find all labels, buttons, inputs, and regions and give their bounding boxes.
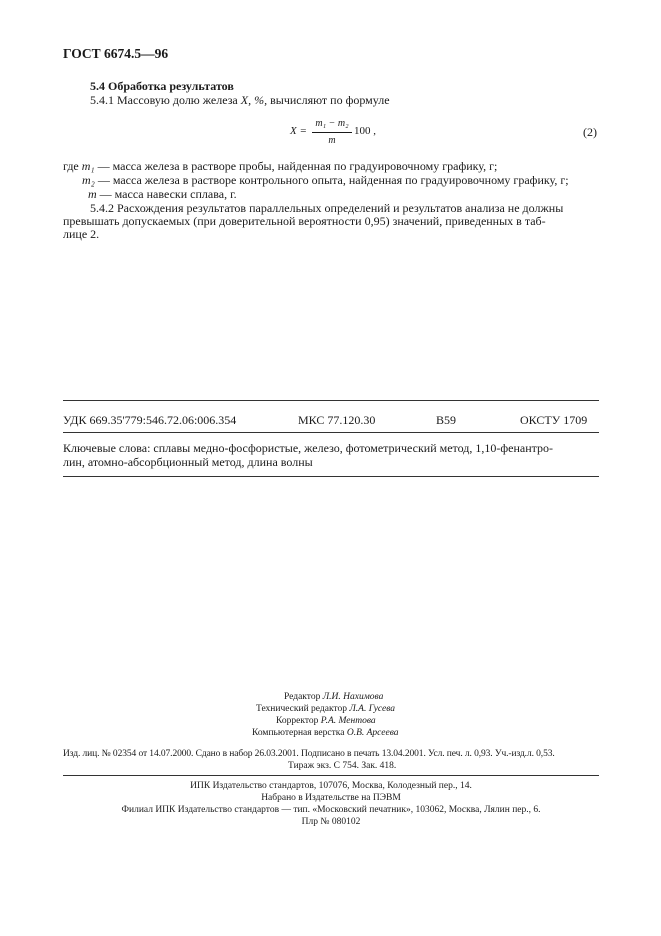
definition-m [88, 187, 237, 202]
definition-m1 [63, 159, 497, 174]
mks-code: МКС 77.120.30 [298, 413, 376, 427]
divider-top [63, 400, 599, 401]
formula-lhs: X = [290, 125, 307, 137]
divider-bottom [63, 476, 599, 477]
formula-number: (2) [583, 125, 597, 139]
def-symbol: m₁ [81, 159, 95, 173]
formula-denominator: m [328, 135, 336, 146]
keywords-line1: Ключевые слова: сплавы медно-фосфористые, железо, фотометрический метод, 1,10-фенантро- [63, 441, 554, 455]
corrector-name: Р.А. Ментова [320, 716, 376, 726]
corrector-label: Корректор [276, 716, 321, 726]
divider-middle [63, 432, 599, 433]
document-header: ГОСТ 6674.5—96 [63, 46, 169, 61]
def-symbol: m [88, 187, 97, 201]
layout-line [252, 728, 399, 738]
def-symbol: m₂ [82, 173, 95, 187]
editor-name: Л.И. Нахимова [322, 692, 384, 702]
p541-prefix: 5.4.1 Массовую долю железа [90, 93, 241, 107]
p541-variable: X, %, [240, 93, 268, 107]
paragraph-5-4-1 [90, 93, 390, 108]
printer-line4: Плр № 080102 [301, 817, 361, 827]
formula-multiplier: 100 , [354, 125, 376, 137]
editor-line [284, 692, 383, 702]
tech-editor-label: Технический редактор [256, 704, 350, 714]
group-code: В59 [436, 413, 457, 427]
paragraph-5-4-2-line2: превышать допускаемых (при доверительной вероятности 0,95) значений, приведенных в таб- [63, 214, 546, 228]
corrector-line [276, 716, 376, 726]
def-text: — масса железа в растворе пробы, найденная по градуировочному графику, г; [94, 159, 498, 173]
divider-colophon [63, 775, 599, 776]
formula-numerator: m₁ − m₂ [315, 118, 349, 129]
def-lead: где [63, 159, 82, 173]
def-text: — масса навески сплава, г. [96, 187, 237, 201]
publication-info-line1: Изд. лиц. № 02354 от 14.07.2000. Сдано в набор 26.03.2001. Подписано в печать 13.04.2001. Усл. печ. л. 0,93. Уч.-изд.л. 0,53. [63, 749, 555, 759]
fraction-bar [312, 132, 352, 133]
tech-editor-name: Л.А. Гусева [349, 704, 396, 714]
printer-line1: ИПК Издательство стандартов, 107076, Москва, Колодезный пер., 14. [190, 781, 472, 791]
editor-label: Редактор [284, 692, 323, 702]
p541-suffix: вычисляют по формуле [267, 93, 390, 107]
section-title: 5.4 Обработка результатов [90, 79, 234, 93]
paragraph-5-4-2-line3: лице 2. [63, 227, 100, 241]
layout-label: Компьютерная верстка [252, 728, 347, 738]
layout-name: О.В. Арсеева [346, 728, 399, 738]
keywords-line2: лин, атомно-абсорбционный метод, длина волны [63, 455, 313, 469]
paragraph-5-4-2-line1: 5.4.2 Расхождения результатов параллельных определений и результатов анализа не должны [90, 201, 564, 215]
okstu-code: ОКСТУ 1709 [520, 413, 588, 427]
def-text: — масса железа в растворе контрольного опыта, найденная по градуировочному графику, г; [94, 173, 569, 187]
definition-m2 [82, 173, 569, 188]
printer-line2: Набрано в Издательстве на ПЭВМ [261, 793, 401, 803]
printer-line3: Филиал ИПК Издательство стандартов — тип. «Московский печатник», 103062, Москва, Лялин пер., 6. [121, 805, 541, 815]
formula-fraction [312, 118, 352, 147]
tech-editor-line [256, 704, 395, 714]
publication-info-line2: Тираж экз. С 754. Зак. 418. [288, 761, 397, 771]
udk-code: УДК 669.35'779:546.72.06:006.354 [63, 413, 237, 427]
